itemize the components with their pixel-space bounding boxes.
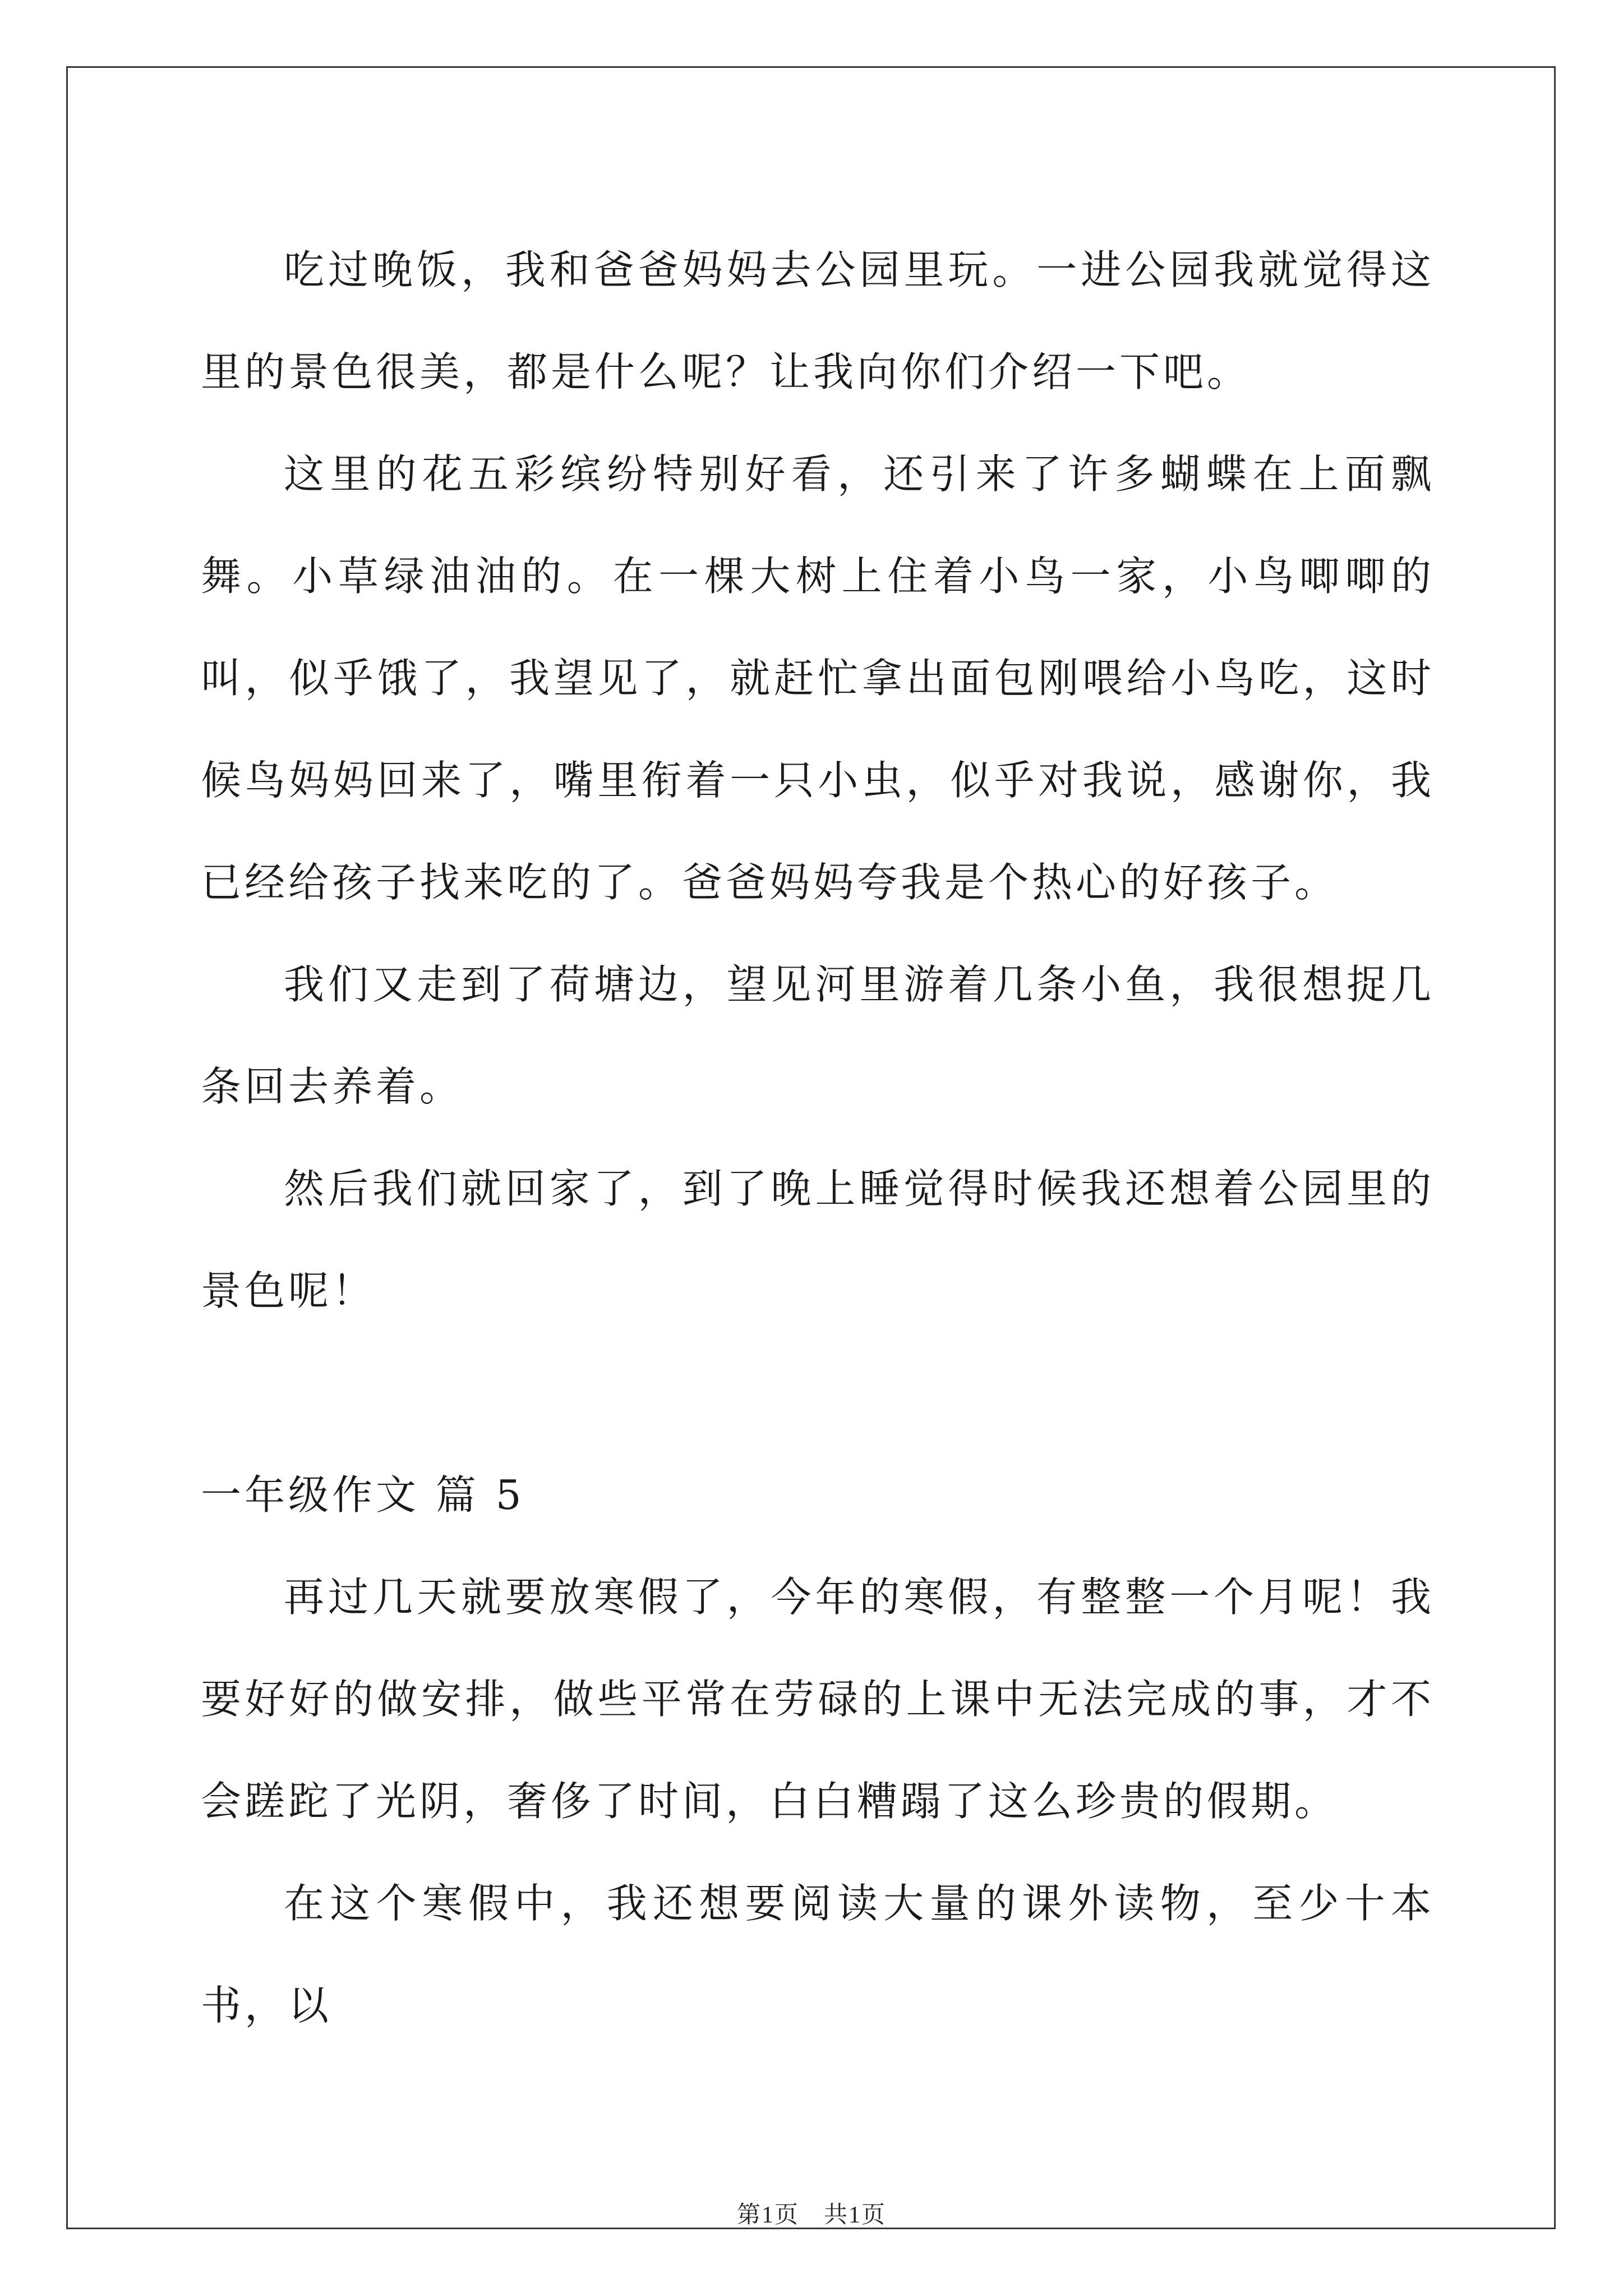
section-spacer <box>201 1342 1435 1444</box>
paragraph: 再过几天就要放寒假了，今年的寒假，有整整一个月呢！我要好好的做安排，做些平常在劳碌的上课中无法完成的事，才不会蹉跎了光阴，奢侈了时间，白白糟蹋了这么珍贵的假期。 <box>201 1573 1435 1825</box>
page-total: 共1页 <box>824 2202 887 2228</box>
page-number: 第1页 <box>736 2202 799 2228</box>
document-body <box>201 219 1435 2056</box>
section-heading: 一年级作文 篇 5 <box>201 1471 525 1519</box>
paragraph: 在这个寒假中，我还想要阅读大量的课外读物，至少十本书，以 <box>201 1880 1435 2029</box>
paragraph: 这里的花五彩缤纷特别好看，还引来了许多蝴蝶在上面飘舞。小草绿油油的。在一棵大树上住着小鸟一家，小鸟唧唧的叫，似乎饿了，我望见了，就赶忙拿出面包刚喂给小鸟吃，这时候鸟妈妈回来了，嘴里衔着一只小虫，似乎对我说，感谢你，我已经给孩子找来吃的了。爸爸妈妈夸我是个热心的好孩子。 <box>201 450 1435 906</box>
paragraph: 吃过晚饭，我和爸爸妈妈去公园里玩。一进公园我就觉得这里的景色很美，都是什么呢？让我向你们介绍一下吧。 <box>201 246 1435 395</box>
paragraph: 我们又走到了荷塘边，望见河里游着几条小鱼，我很想捉几条回去养着。 <box>201 961 1435 1110</box>
page-footer <box>0 2196 1623 2230</box>
paragraph: 然后我们就回家了，到了晚上睡觉得时候我还想着公园里的景色呢！ <box>201 1165 1435 1314</box>
